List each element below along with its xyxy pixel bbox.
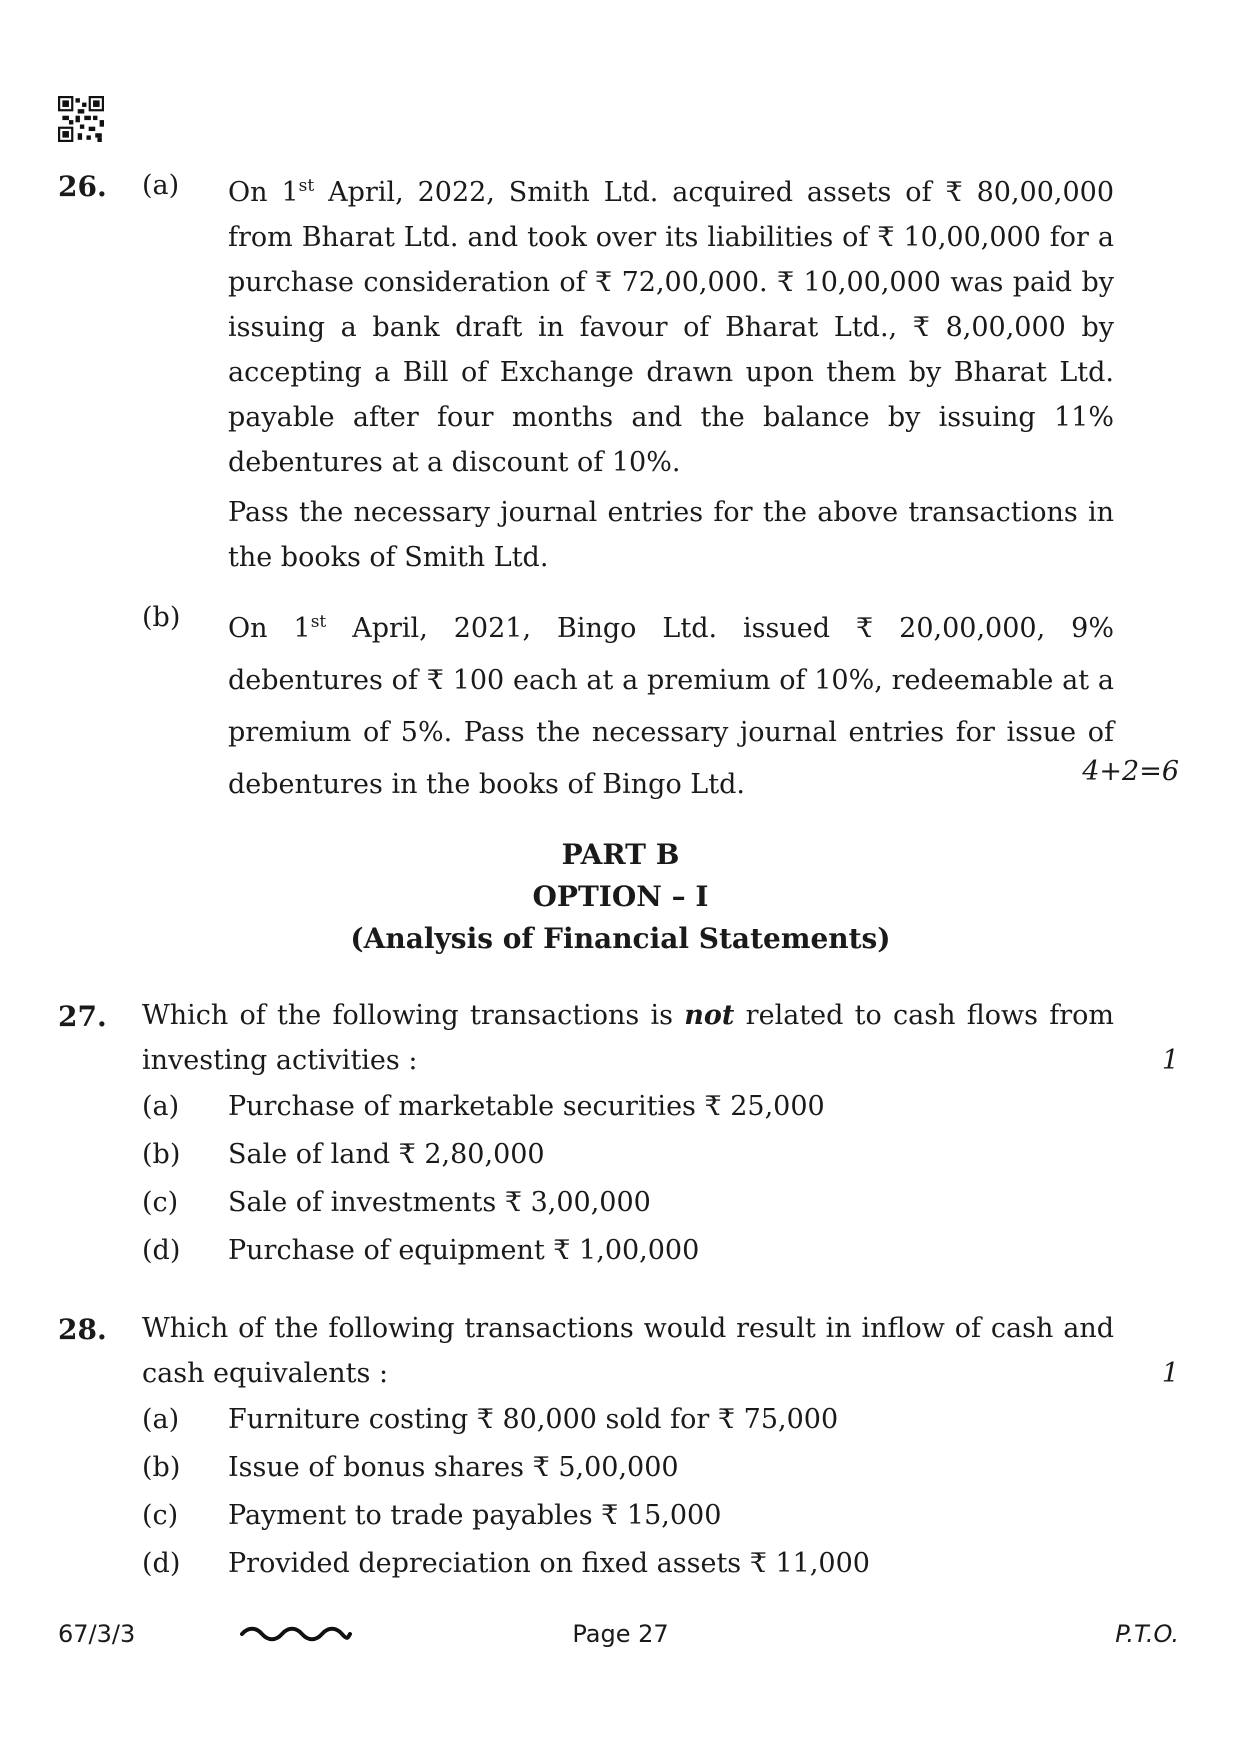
option-label: (a) [142, 1091, 180, 1122]
section-subtitle: (Analysis of Financial Statements) [350, 922, 891, 955]
part-b-label: (b) [142, 602, 181, 633]
paper-code: 67/3/3 [58, 1620, 136, 1648]
option-text: Purchase of marketable securities ₹ 25,000 [228, 1091, 825, 1122]
option-label: (b) [142, 1139, 181, 1170]
option-text: Sale of investments ₹ 3,00,000 [228, 1187, 651, 1218]
marks: 1 [1161, 1045, 1179, 1076]
option-title: OPTION – I [532, 880, 709, 913]
question-number: 27. [58, 1000, 107, 1033]
option-text: Furniture costing ₹ 80,000 sold for ₹ 75,000 [228, 1404, 839, 1435]
q27-stem: Which of the following transactions is not related to cash flows from investing activities : [142, 1000, 1114, 1076]
question-number: 28. [58, 1313, 107, 1346]
qr-code [58, 96, 104, 142]
option-text: Purchase of equipment ₹ 1,00,000 [228, 1235, 700, 1266]
q26a-paragraph: On 1st April, 2022, Smith Ltd. acquired assets of ₹ 80,00,000 from Bharat Ltd. and took over its liabilities of ₹ 10,00,000 for a purchase consideration of ₹ 72,00,000. ₹ 10,00,000 was paid by issuing a bank draft in favour of Bharat Ltd., ₹ 8,00,000 by accepting a Bill of Exchange drawn upon them by Bharat Ltd. payable after four months and the balance by issuing 11% debentures at a discount of 10%. [228, 176, 1114, 478]
part-a-label: (a) [142, 170, 180, 201]
option-text: Provided depreciation on fixed assets ₹ 11,000 [228, 1548, 870, 1579]
option-label: (c) [142, 1187, 179, 1218]
option-text: Issue of bonus shares ₹ 5,00,000 [228, 1452, 679, 1483]
marks: 4+2=6 [1082, 756, 1179, 787]
marks: 1 [1161, 1358, 1179, 1389]
option-label: (b) [142, 1452, 181, 1483]
question-number: 26. [58, 170, 107, 203]
option-label: (c) [142, 1500, 179, 1531]
q26a-instruction: Pass the necessary journal entries for the above transactions in the books of Smith Ltd. [228, 497, 1114, 573]
q26b-paragraph: On 1st April, 2021, Bingo Ltd. issued ₹ 20,00,000, 9% debentures of ₹ 100 each at a premium of 10%, redeemable at a premium of 5%. Pass the necessary journal entries for issue of debentures in the books of Bingo Ltd. [228, 612, 1114, 800]
q28-stem: Which of the following transactions would result in inflow of cash and cash equivalents : [142, 1313, 1114, 1389]
option-text: Sale of land ₹ 2,80,000 [228, 1139, 545, 1170]
option-label: (d) [142, 1548, 181, 1579]
page-number: Page 27 [572, 1620, 669, 1648]
pto-marker: P.T.O. [1115, 1620, 1179, 1648]
option-label: (a) [142, 1404, 180, 1435]
part-title: PART B [561, 838, 680, 871]
option-label: (d) [142, 1235, 181, 1266]
option-text: Payment to trade payables ₹ 15,000 [228, 1500, 722, 1531]
